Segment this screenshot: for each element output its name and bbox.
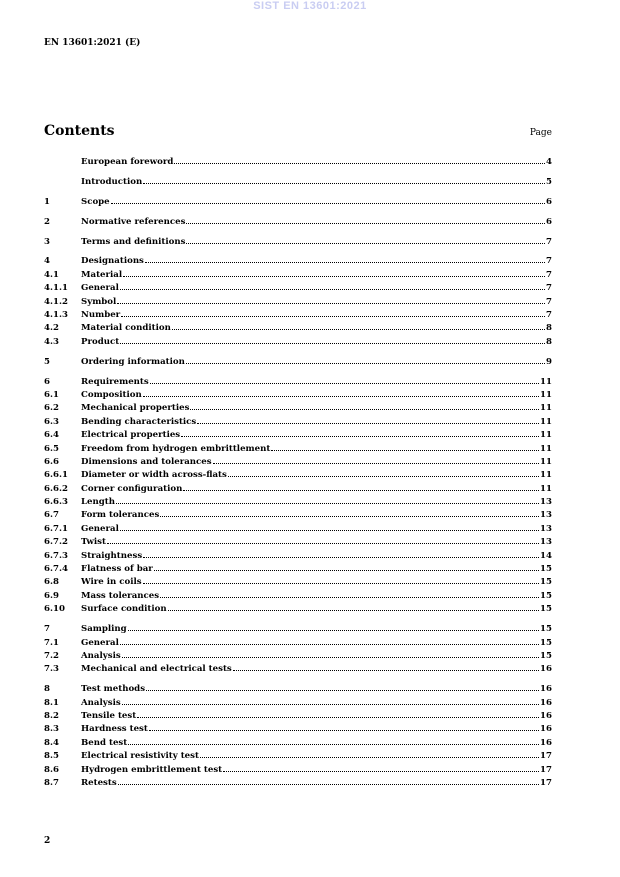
toc-entry-page: 4: [546, 157, 552, 167]
toc-entry-page: 15: [540, 590, 552, 601]
toc-entry[interactable]: [44, 283, 552, 296]
toc-entry-page: 15: [540, 650, 552, 661]
toc-entry-title: Composition: [81, 389, 142, 400]
dot-leader: [143, 183, 545, 184]
toc-entry[interactable]: [44, 684, 552, 697]
toc-entry-title: Surface condition: [81, 604, 167, 615]
toc-entry-title: Requirements: [81, 376, 149, 387]
toc-entry-title: Scope: [81, 196, 110, 207]
toc-entry-title: Hydrogen embrittlement test: [81, 764, 223, 775]
toc-entry-page: 13: [540, 523, 552, 534]
toc-entry[interactable]: [44, 591, 552, 604]
toc-entry-title: Diameter or width across-flats: [81, 470, 227, 481]
toc-entry-title: Sampling: [81, 624, 127, 635]
toc-entry-title: Material condition: [81, 323, 171, 334]
toc-entry-number: 6.3: [44, 416, 59, 427]
toc-entry-number: 7.3: [44, 664, 59, 675]
toc-entry-title: Bending characteristics: [81, 416, 197, 427]
toc-entry-title: General: [81, 283, 119, 294]
dot-leader: [190, 409, 539, 410]
toc-entry-number: 6.7.3: [44, 550, 68, 561]
toc-entry-title: Designations: [81, 256, 144, 267]
toc-entry[interactable]: [44, 765, 552, 778]
toc-entry-title: European foreword: [81, 157, 174, 167]
toc-entry-page: 7: [546, 283, 552, 294]
dot-leader: [200, 757, 539, 758]
toc-entry-page: 7: [546, 296, 552, 307]
dot-leader: [128, 744, 539, 745]
toc-entry-page: 6: [546, 216, 552, 227]
toc-entry-title: Tensile test: [81, 710, 137, 721]
toc-entry[interactable]: [44, 444, 552, 457]
toc-entry-page: 16: [540, 684, 552, 695]
toc-entry-number: 8.7: [44, 777, 59, 788]
toc-entry-number: 6.6.3: [44, 497, 68, 508]
dot-leader: [172, 329, 545, 330]
dot-leader: [117, 303, 545, 304]
toc-entry-page: 11: [540, 430, 552, 441]
toc-entry[interactable]: [44, 470, 552, 483]
toc-entry[interactable]: [44, 604, 552, 617]
toc-entry-page: 7: [546, 236, 552, 247]
toc-entry-number: 6.9: [44, 590, 59, 601]
dot-leader: [186, 223, 545, 224]
toc-entry-title: Retests: [81, 777, 117, 788]
dot-leader: [128, 630, 539, 631]
toc-entry[interactable]: [44, 778, 552, 791]
toc-entry-page: 9: [546, 356, 552, 367]
table-of-contents: [44, 157, 552, 791]
toc-entry-number: 6.7.1: [44, 523, 68, 534]
dot-leader: [183, 490, 539, 491]
toc-entry-number: 6: [44, 376, 50, 387]
dot-leader: [120, 343, 545, 344]
toc-entry[interactable]: [44, 270, 552, 283]
toc-entry-title: Terms and definitions: [81, 236, 186, 247]
toc-entry-page: 5: [546, 176, 552, 187]
toc-entry[interactable]: [44, 711, 552, 724]
toc-entry[interactable]: [44, 323, 552, 336]
dot-leader: [120, 530, 539, 531]
dot-leader: [121, 316, 545, 317]
toc-entry-title: Number: [81, 310, 121, 321]
toc-entry-page: 16: [540, 737, 552, 748]
toc-entry[interactable]: [44, 157, 552, 170]
dot-leader: [120, 289, 545, 290]
toc-entry-page: 6: [546, 196, 552, 207]
toc-entry-page: 11: [540, 416, 552, 427]
toc-entry[interactable]: [44, 417, 552, 430]
dot-leader: [143, 396, 539, 397]
toc-entry-title: General: [81, 637, 119, 648]
toc-entry[interactable]: [44, 577, 552, 590]
toc-entry-number: 4: [44, 256, 50, 267]
toc-entry-title: General: [81, 523, 119, 534]
toc-entry-title: Product: [81, 336, 120, 347]
toc-entry-title: Bend test: [81, 737, 128, 748]
toc-entry-page: 15: [540, 604, 552, 615]
toc-entry-number: 4.1.1: [44, 283, 68, 294]
toc-entry-number: 4.1.2: [44, 296, 68, 307]
toc-entry-page: 8: [546, 323, 552, 334]
toc-entry[interactable]: [44, 624, 552, 637]
toc-entry-page: 11: [540, 470, 552, 481]
toc-entry-page: 16: [540, 724, 552, 735]
dot-leader: [150, 383, 539, 384]
toc-entry-title: Hardness test: [81, 724, 148, 735]
toc-entry-title: Dimensions and tolerances: [81, 456, 212, 467]
toc-entry-number: 8.5: [44, 751, 59, 762]
page-column-label: Page: [529, 128, 552, 138]
toc-entry-title: Test methods: [81, 684, 146, 695]
dot-leader: [137, 717, 539, 718]
toc-entry-page: 16: [540, 697, 552, 708]
dot-leader: [168, 610, 539, 611]
dot-leader: [186, 243, 545, 244]
toc-entry[interactable]: [44, 430, 552, 443]
toc-entry-page: 13: [540, 537, 552, 548]
toc-entry-title: Straightness: [81, 550, 143, 561]
toc-entry-title: Mass tolerances: [81, 590, 160, 601]
toc-entry[interactable]: [44, 738, 552, 751]
toc-entry-title: Flatness of bar: [81, 564, 153, 575]
dot-leader: [118, 784, 539, 785]
toc-entry-number: 6.7.2: [44, 537, 68, 548]
toc-entry-number: 6.6.2: [44, 483, 68, 494]
toc-entry-number: 4.2: [44, 323, 59, 334]
toc-entry[interactable]: [44, 651, 552, 664]
dot-leader: [228, 476, 539, 477]
toc-entry-number: 3: [44, 236, 50, 247]
toc-entry[interactable]: [44, 698, 552, 711]
toc-entry-number: 7: [44, 624, 50, 635]
toc-entry-number: 7.1: [44, 637, 59, 648]
dot-leader: [122, 704, 539, 705]
toc-entry-page: 17: [540, 764, 552, 775]
dot-leader: [116, 503, 539, 504]
toc-entry[interactable]: [44, 457, 552, 470]
toc-entry-page: 15: [540, 624, 552, 635]
toc-entry-page: 14: [540, 550, 552, 561]
toc-entry[interactable]: [44, 564, 552, 577]
toc-entry[interactable]: [44, 537, 552, 550]
toc-entry-title: Normative references: [81, 216, 186, 227]
toc-entry[interactable]: [44, 551, 552, 564]
toc-entry-page: 15: [540, 577, 552, 588]
page-title: Contents: [44, 123, 115, 139]
toc-entry[interactable]: [44, 297, 552, 310]
toc-entry[interactable]: [44, 724, 552, 737]
document-id: EN 13601:2021 (E): [44, 38, 141, 48]
toc-entry[interactable]: [44, 177, 552, 190]
dot-leader: [197, 423, 539, 424]
toc-entry-title: Ordering information: [81, 356, 185, 367]
toc-entry-number: 8: [44, 684, 50, 695]
dot-leader: [123, 276, 545, 277]
dot-leader: [107, 543, 539, 544]
dot-leader: [149, 730, 539, 731]
toc-entry-title: Electrical properties: [81, 430, 181, 441]
toc-entry-title: Form tolerances: [81, 510, 160, 521]
toc-entry[interactable]: [44, 484, 552, 497]
dot-leader: [111, 203, 545, 204]
toc-entry-title: Analysis: [81, 650, 121, 661]
dot-leader: [120, 644, 539, 645]
toc-entry-page: 11: [540, 389, 552, 400]
toc-entry-number: 6.1: [44, 389, 59, 400]
toc-entry-title: Electrical resistivity test: [81, 751, 199, 762]
toc-entry[interactable]: [44, 403, 552, 416]
toc-entry-page: 11: [540, 456, 552, 467]
toc-entry-number: 4.3: [44, 336, 59, 347]
toc-entry-number: 2: [44, 216, 50, 227]
dot-leader: [160, 516, 539, 517]
toc-entry-title: Twist: [81, 537, 106, 548]
toc-entry-page: 8: [546, 336, 552, 347]
toc-entry-number: 6.6: [44, 456, 59, 467]
dot-leader: [146, 690, 539, 691]
toc-entry-title: Analysis: [81, 697, 121, 708]
toc-entry-title: Wire in coils: [81, 577, 142, 588]
toc-entry[interactable]: [44, 751, 552, 764]
toc-entry[interactable]: [44, 497, 552, 510]
toc-entry-title: Introduction: [81, 176, 143, 187]
dot-leader: [233, 670, 539, 671]
toc-entry[interactable]: [44, 217, 552, 230]
toc-entry-page: 7: [546, 269, 552, 280]
toc-entry-number: 8.1: [44, 697, 59, 708]
toc-entry[interactable]: [44, 664, 552, 677]
toc-entry[interactable]: [44, 390, 552, 403]
toc-entry-page: 11: [540, 376, 552, 387]
toc-entry-number: 8.4: [44, 737, 59, 748]
toc-entry-page: 15: [540, 637, 552, 648]
toc-entry-number: 1: [44, 196, 50, 207]
toc-entry-number: 6.2: [44, 403, 59, 414]
toc-entry-number: 8.6: [44, 764, 59, 775]
dot-leader: [122, 657, 539, 658]
toc-entry-title: Corner configuration: [81, 483, 183, 494]
toc-entry-page: 16: [540, 664, 552, 675]
dot-leader: [145, 262, 545, 263]
dot-leader: [154, 570, 539, 571]
toc-entry-page: 11: [540, 483, 552, 494]
toc-entry[interactable]: [44, 237, 552, 250]
toc-entry-number: 7.2: [44, 650, 59, 661]
watermark: SIST EN 13601:2021: [253, 0, 367, 12]
toc-entry-number: 4.1: [44, 269, 59, 280]
dot-leader: [223, 771, 539, 772]
toc-entry-number: 8.2: [44, 710, 59, 721]
toc-entry-number: 6.7.4: [44, 564, 68, 575]
toc-entry-number: 6.5: [44, 443, 59, 454]
toc-entry-page: 7: [546, 256, 552, 267]
toc-entry-page: 17: [540, 751, 552, 762]
toc-entry[interactable]: [44, 524, 552, 537]
toc-entry[interactable]: [44, 197, 552, 210]
toc-entry-title: Mechanical properties: [81, 403, 190, 414]
dot-leader: [181, 436, 539, 437]
dot-leader: [213, 463, 539, 464]
toc-entry-page: 13: [540, 497, 552, 508]
toc-entry-number: 6.4: [44, 430, 59, 441]
toc-entry-title: Mechanical and electrical tests: [81, 664, 232, 675]
toc-entry-title: Freedom from hydrogen embrittlement: [81, 443, 271, 454]
toc-entry-title: Length: [81, 497, 115, 508]
toc-entry[interactable]: [44, 357, 552, 370]
toc-entry-number: 6.8: [44, 577, 59, 588]
toc-entry-title: Symbol: [81, 296, 117, 307]
toc-entry-number: 5: [44, 356, 50, 367]
dot-leader: [174, 163, 545, 164]
toc-entry-number: 6.10: [44, 604, 65, 615]
toc-entry[interactable]: [44, 638, 552, 651]
toc-entry-number: 8.3: [44, 724, 59, 735]
toc-entry-page: 16: [540, 710, 552, 721]
dot-leader: [271, 450, 539, 451]
toc-entry-page: 15: [540, 564, 552, 575]
dot-leader: [143, 583, 539, 584]
toc-entry-title: Material: [81, 269, 123, 280]
toc-entry-number: 6.7: [44, 510, 59, 521]
toc-entry[interactable]: [44, 337, 552, 350]
toc-entry[interactable]: [44, 377, 552, 390]
dot-leader: [186, 363, 545, 364]
toc-entry-page: 11: [540, 403, 552, 414]
toc-entry-number: 6.6.1: [44, 470, 68, 481]
toc-entry[interactable]: [44, 510, 552, 523]
toc-entry-page: 11: [540, 443, 552, 454]
footer-page-number: 2: [44, 836, 51, 846]
toc-entry-page: 17: [540, 777, 552, 788]
toc-entry[interactable]: [44, 310, 552, 323]
toc-entry[interactable]: [44, 256, 552, 269]
dot-leader: [160, 597, 539, 598]
toc-entry-page: 13: [540, 510, 552, 521]
toc-entry-page: 7: [546, 310, 552, 321]
dot-leader: [143, 557, 539, 558]
toc-entry-number: 4.1.3: [44, 310, 68, 321]
